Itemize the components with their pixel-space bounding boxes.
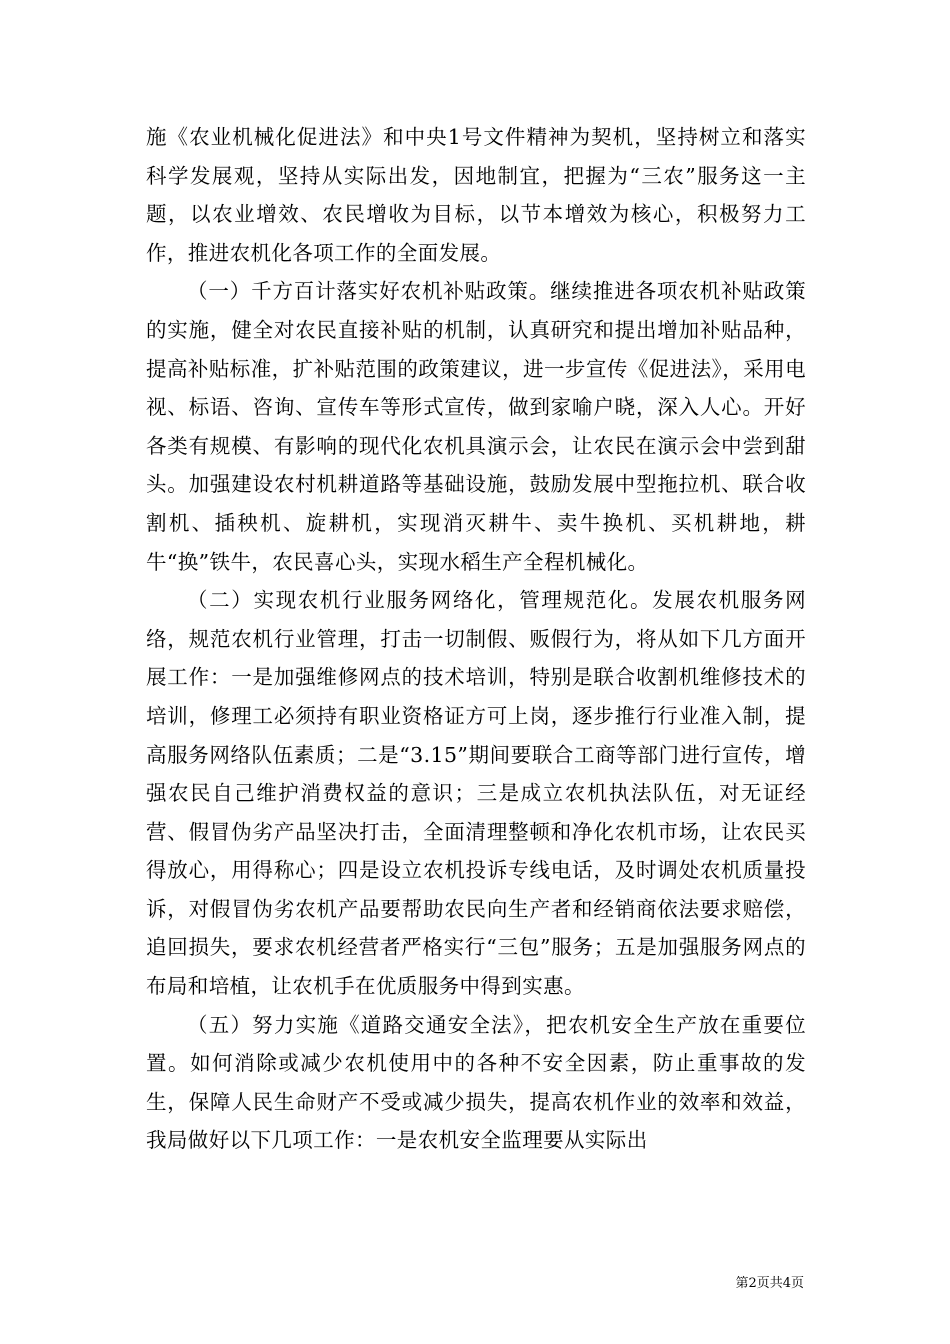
page-number-footer: 第2页共4页 (735, 1276, 804, 1291)
paragraph-intro-continuation: 施《农业机械化促进法》和中央1号文件精神为契机，坚持树立和落实科学发展观，坚持从实际出发，因地制宜，把握为“三农”服务这一主题，以农业增效、农民增收为目标，以节本增效为核心，积极努力工作，推进农机化各项工作的全面发展。 (146, 125, 806, 265)
paragraph-section-1-subsidy-policy: （一）千方百计落实好农机补贴政策。继续推进各项农机补贴政策的实施，健全对农民直接补贴的机制，认真研究和提出增加补贴品种，提高补贴标准，扩补贴范围的政策建议，进一步宣传《促进法》，采用电视、标语、咨询、宣传车等形式宣传，做到家喻户晓，深入人心。开好各类有规模、有影响的现代化农机具演示会，让农民在演示会中尝到甜头。加强建设农村机耕道路等基础设施，鼓励发展中型拖拉机、联合收割机、插秧机、旋耕机，实现消灭耕牛、卖牛换机、买机耕地，耕牛“换”铁牛，农民喜心头，实现水稻生产全程机械化。 (146, 279, 806, 574)
paragraph-section-5-traffic-safety: （五）努力实施《道路交通安全法》，把农机安全生产放在重要位置。如何消除或减少农机使用中的各种不安全因素，防止重事故的发生，保障人民生命财产不受或减少损失，提高农机作业的效率和效益，我局做好以下几项工作：一是农机安全监理要从实际出 (146, 1012, 806, 1153)
document-body (146, 118, 806, 1160)
paragraph-section-2-service-network: （二）实现农机行业服务网络化，管理规范化。发展农机服务网络，规范农机行业管理，打击一切制假、贩假行为，将从如下几方面开展工作：一是加强维修网点的技术培训，特别是联合收割机维修技术的培训，修理工必须持有职业资格证方可上岗，逐步推行行业准入制，提高服务网络队伍素质；二是“3.15”期间要联合工商等部门进行宣传，增强农民自己维护消费权益的意识；三是成立农机执法队伍，对无证经营、假冒伪劣产品坚决打击，全面清理整顿和净化农机市场，让农民买得放心，用得称心；四是设立农机投诉专线电话，及时调处农机质量投诉，对假冒伪劣农机产品要帮助农民向生产者和经销商依法要求赔偿，追回损失，要求农机经营者严格实行“三包”服务；五是加强服务网点的布局和培植，让农机手在优质服务中得到实惠。 (146, 588, 806, 999)
